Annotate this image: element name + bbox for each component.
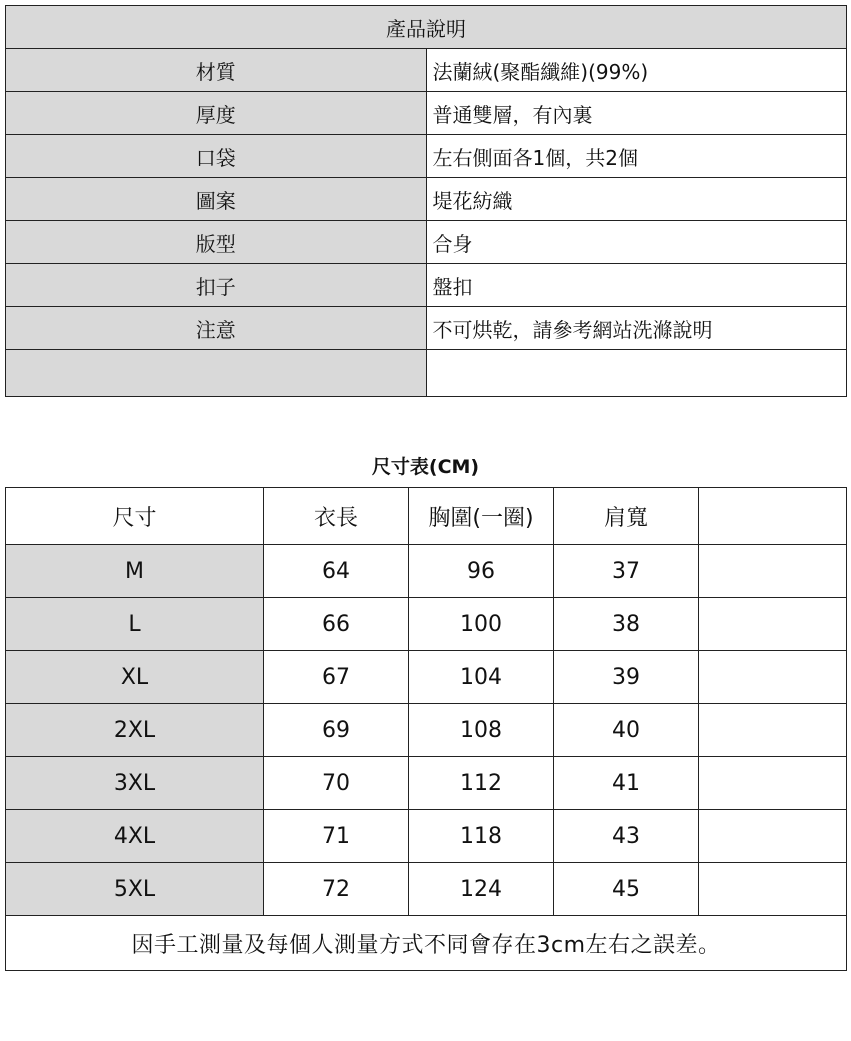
shoulder-cell: 40 (554, 704, 699, 757)
size-cell: 2XL (6, 704, 264, 757)
header-size: 尺寸 (6, 488, 264, 545)
size-cell: 4XL (6, 810, 264, 863)
info-value-pockets: 左右側面各1個，共2個 (426, 135, 847, 178)
length-cell: 66 (264, 598, 409, 651)
chest-cell: 124 (409, 863, 554, 916)
header-shoulder: 肩寬 (554, 488, 699, 545)
length-cell: 67 (264, 651, 409, 704)
table-row (6, 863, 847, 916)
info-value-empty (426, 350, 847, 397)
empty-cell (699, 651, 847, 704)
info-value-pattern: 堤花紡織 (426, 178, 847, 221)
note-row (6, 916, 847, 971)
header-empty (699, 488, 847, 545)
table-row (6, 704, 847, 757)
shoulder-cell: 45 (554, 863, 699, 916)
length-cell: 72 (264, 863, 409, 916)
header-length: 衣長 (264, 488, 409, 545)
empty-cell (699, 810, 847, 863)
table-row (6, 810, 847, 863)
info-value-buttons: 盤扣 (426, 264, 847, 307)
info-value-care: 不可烘乾，請參考網站洗滌說明 (426, 307, 847, 350)
length-cell: 69 (264, 704, 409, 757)
chest-cell: 118 (409, 810, 554, 863)
empty-cell (699, 545, 847, 598)
chest-cell: 104 (409, 651, 554, 704)
empty-cell (699, 863, 847, 916)
shoulder-cell: 37 (554, 545, 699, 598)
size-chart-title: 尺寸表(CM) (371, 456, 480, 478)
info-label-thickness: 厚度 (6, 92, 427, 135)
header-chest: 胸圍(一圈) (409, 488, 554, 545)
chest-cell: 112 (409, 757, 554, 810)
measurement-note: 因手工測量及每個人測量方式不同會存在3cm左右之誤差。 (6, 916, 847, 971)
info-value-fit: 合身 (426, 221, 847, 264)
shoulder-cell: 39 (554, 651, 699, 704)
info-label-material: 材質 (6, 49, 427, 92)
info-label-pockets: 口袋 (6, 135, 427, 178)
empty-cell (699, 598, 847, 651)
size-header-row (6, 488, 847, 545)
table-row (6, 651, 847, 704)
info-label-empty (6, 350, 427, 397)
size-cell: L (6, 598, 264, 651)
size-cell: M (6, 545, 264, 598)
empty-cell (699, 757, 847, 810)
info-value-material: 法蘭絨(聚酯纖維)(99%) (426, 49, 847, 92)
size-cell: 3XL (6, 757, 264, 810)
shoulder-cell: 38 (554, 598, 699, 651)
info-value-thickness: 普通雙層，有內裏 (426, 92, 847, 135)
shoulder-cell: 43 (554, 810, 699, 863)
chest-cell: 108 (409, 704, 554, 757)
size-cell: 5XL (6, 863, 264, 916)
info-label-pattern: 圖案 (6, 178, 427, 221)
info-label-buttons: 扣子 (6, 264, 427, 307)
length-cell: 71 (264, 810, 409, 863)
table-row (6, 545, 847, 598)
empty-cell (699, 704, 847, 757)
length-cell: 70 (264, 757, 409, 810)
size-cell: XL (6, 651, 264, 704)
chest-cell: 100 (409, 598, 554, 651)
table-row (6, 598, 847, 651)
table-row (6, 757, 847, 810)
info-label-fit: 版型 (6, 221, 427, 264)
info-label-care: 注意 (6, 307, 427, 350)
product-info-title: 產品說明 (6, 6, 847, 49)
length-cell: 64 (264, 545, 409, 598)
product-info-table (5, 5, 847, 397)
shoulder-cell: 41 (554, 757, 699, 810)
size-chart-table (5, 487, 847, 971)
chest-cell: 96 (409, 545, 554, 598)
